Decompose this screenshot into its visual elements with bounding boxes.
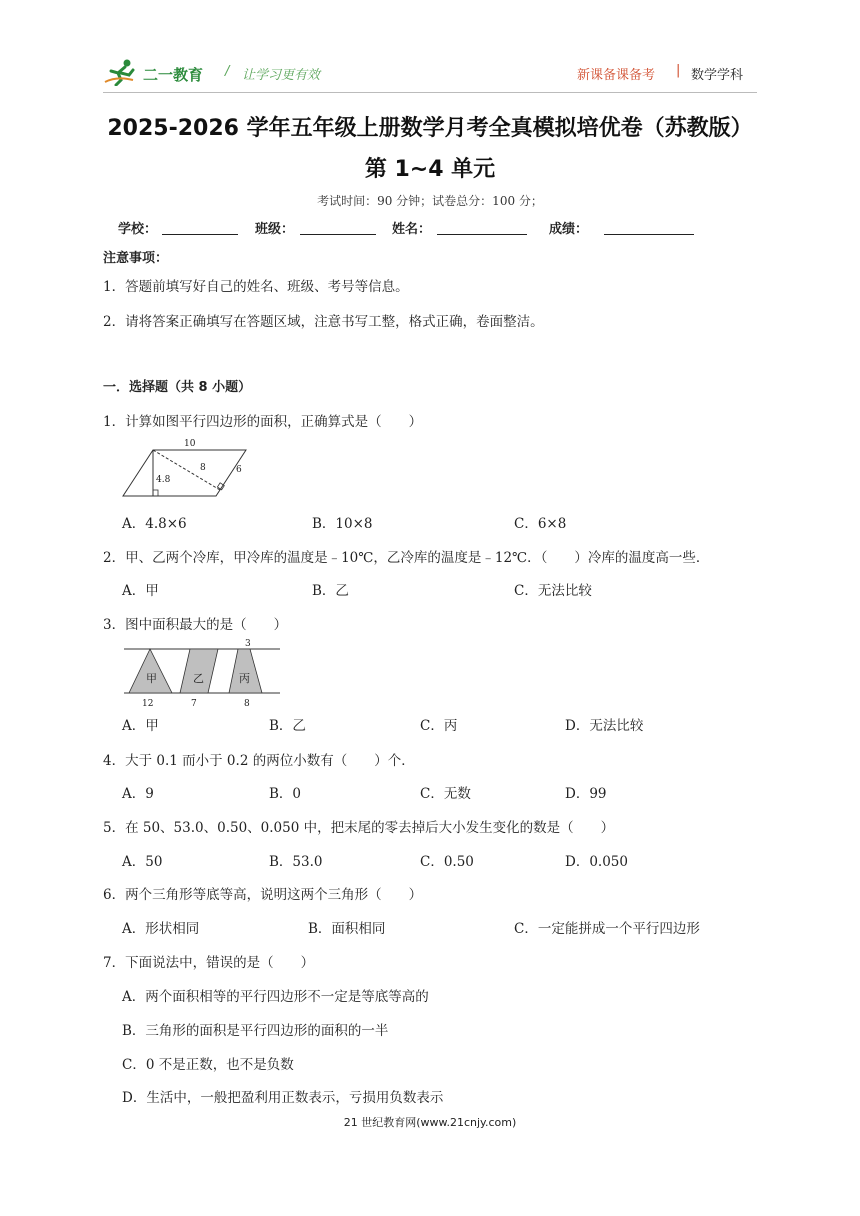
option-d[interactable]: D．99: [565, 786, 607, 802]
logo-text: 二一教育: [143, 66, 204, 84]
figure-label: 8: [244, 699, 250, 708]
option-b[interactable]: B．三角形的面积是平行四边形的面积的一半: [122, 1023, 389, 1039]
figure-label: 乙: [193, 672, 204, 685]
field-name-label: 姓名：: [392, 222, 432, 237]
question-stem: 5．在 50、53.0、0.50、0.050 中，把末尾的零去掉后大小发生变化的数是（ ）: [103, 820, 615, 836]
option-c[interactable]: C．丙: [420, 718, 458, 734]
header-slogan: 让学习更有效: [242, 68, 321, 83]
section-heading: 一．选择题（共 8 小题）: [103, 380, 252, 395]
option-d[interactable]: D．生活中，一般把盈利用正数表示，亏损用负数表示: [122, 1090, 444, 1106]
notes-heading: 注意事项：: [103, 251, 169, 266]
question-stem: 3．图中面积最大的是（ ）: [103, 617, 288, 633]
runner-logo-icon: [103, 58, 139, 86]
option-a[interactable]: A．9: [122, 786, 154, 802]
question-stem: 6．两个三角形等底等高，说明这两个三角形（ ）: [103, 887, 423, 903]
figure-label: 10: [184, 439, 196, 449]
option-c[interactable]: C．0.50: [420, 854, 474, 870]
option-a[interactable]: A．甲: [122, 583, 159, 599]
field-score-line[interactable]: [604, 220, 694, 235]
field-name-line[interactable]: [437, 220, 527, 235]
header-right-divider: |: [676, 63, 681, 78]
option-b[interactable]: B．53.0: [269, 854, 323, 870]
option-c[interactable]: C．一定能拼成一个平行四边形: [514, 921, 700, 937]
option-b[interactable]: B．乙: [269, 718, 306, 734]
figure-label: 甲: [146, 672, 157, 685]
figure-label: 7: [191, 699, 197, 708]
header-right-left: 新课备课备考: [577, 68, 656, 83]
option-c[interactable]: C．6×8: [514, 516, 567, 532]
figure-label: 12: [142, 699, 154, 708]
option-b[interactable]: B．乙: [312, 583, 349, 599]
shapes-figure: [120, 636, 284, 708]
field-class-line[interactable]: [300, 220, 376, 235]
field-score-label: 成绩：: [549, 222, 589, 237]
header-right-right: 数学学科: [691, 68, 744, 83]
exam-info: 考试时间：90 分钟；试卷总分：100 分；: [317, 194, 543, 208]
option-a[interactable]: A．50: [122, 854, 163, 870]
note-item: 1．答题前填写好自己的姓名、班级、考号等信息。: [103, 279, 409, 295]
figure-label: 丙: [239, 672, 250, 685]
figure-label: 3: [245, 639, 251, 649]
option-d[interactable]: D．无法比较: [565, 718, 644, 734]
field-school-label: 学校：: [118, 222, 158, 237]
question-stem: 1．计算如图平行四边形的面积，正确算式是（ ）: [103, 414, 423, 430]
option-a[interactable]: A．形状相同: [122, 921, 200, 937]
page-title: 2025-2026 学年五年级上册数学月考全真模拟培优卷（苏教版）: [107, 116, 753, 141]
note-item: 2．请将答案正确填写在答题区域，注意书写工整，格式正确，卷面整洁。: [103, 314, 544, 330]
option-c[interactable]: C．无数: [420, 786, 471, 802]
header-rule: [103, 92, 757, 93]
option-b[interactable]: B．0: [269, 786, 302, 802]
figure-label: 8: [200, 463, 206, 473]
option-d[interactable]: D．0.050: [565, 854, 628, 870]
field-class-label: 班级：: [255, 222, 295, 237]
field-school-line[interactable]: [162, 220, 238, 235]
figure-label: 6: [236, 465, 242, 475]
figure-label: 4.8: [156, 475, 171, 485]
header-logo: [103, 58, 213, 86]
option-b[interactable]: B．面积相同: [308, 921, 386, 937]
page-footer: 21 世纪教育网(www.21cnjy.com): [343, 1116, 517, 1129]
option-a[interactable]: A．甲: [122, 718, 159, 734]
question-stem: 7．下面说法中，错误的是（ ）: [103, 955, 315, 971]
header-separator: /: [225, 64, 230, 79]
question-stem: 2．甲、乙两个冷库，甲冷库的温度是﹣10℃，乙冷库的温度是﹣12℃．（ ）冷库的温度高一些．: [103, 550, 710, 566]
option-a[interactable]: A．4.8×6: [122, 516, 187, 532]
option-c[interactable]: C．无法比较: [514, 583, 592, 599]
page-subtitle: 第 1~4 单元: [364, 157, 496, 182]
question-stem: 4．大于 0.1 而小于 0.2 的两位小数有（ ）个．: [103, 753, 415, 769]
parallelogram-figure: [120, 436, 250, 502]
option-a[interactable]: A．两个面积相等的平行四边形不一定是等底等高的: [122, 989, 429, 1005]
option-b[interactable]: B．10×8: [312, 516, 373, 532]
option-c[interactable]: C．0 不是正数，也不是负数: [122, 1057, 294, 1073]
